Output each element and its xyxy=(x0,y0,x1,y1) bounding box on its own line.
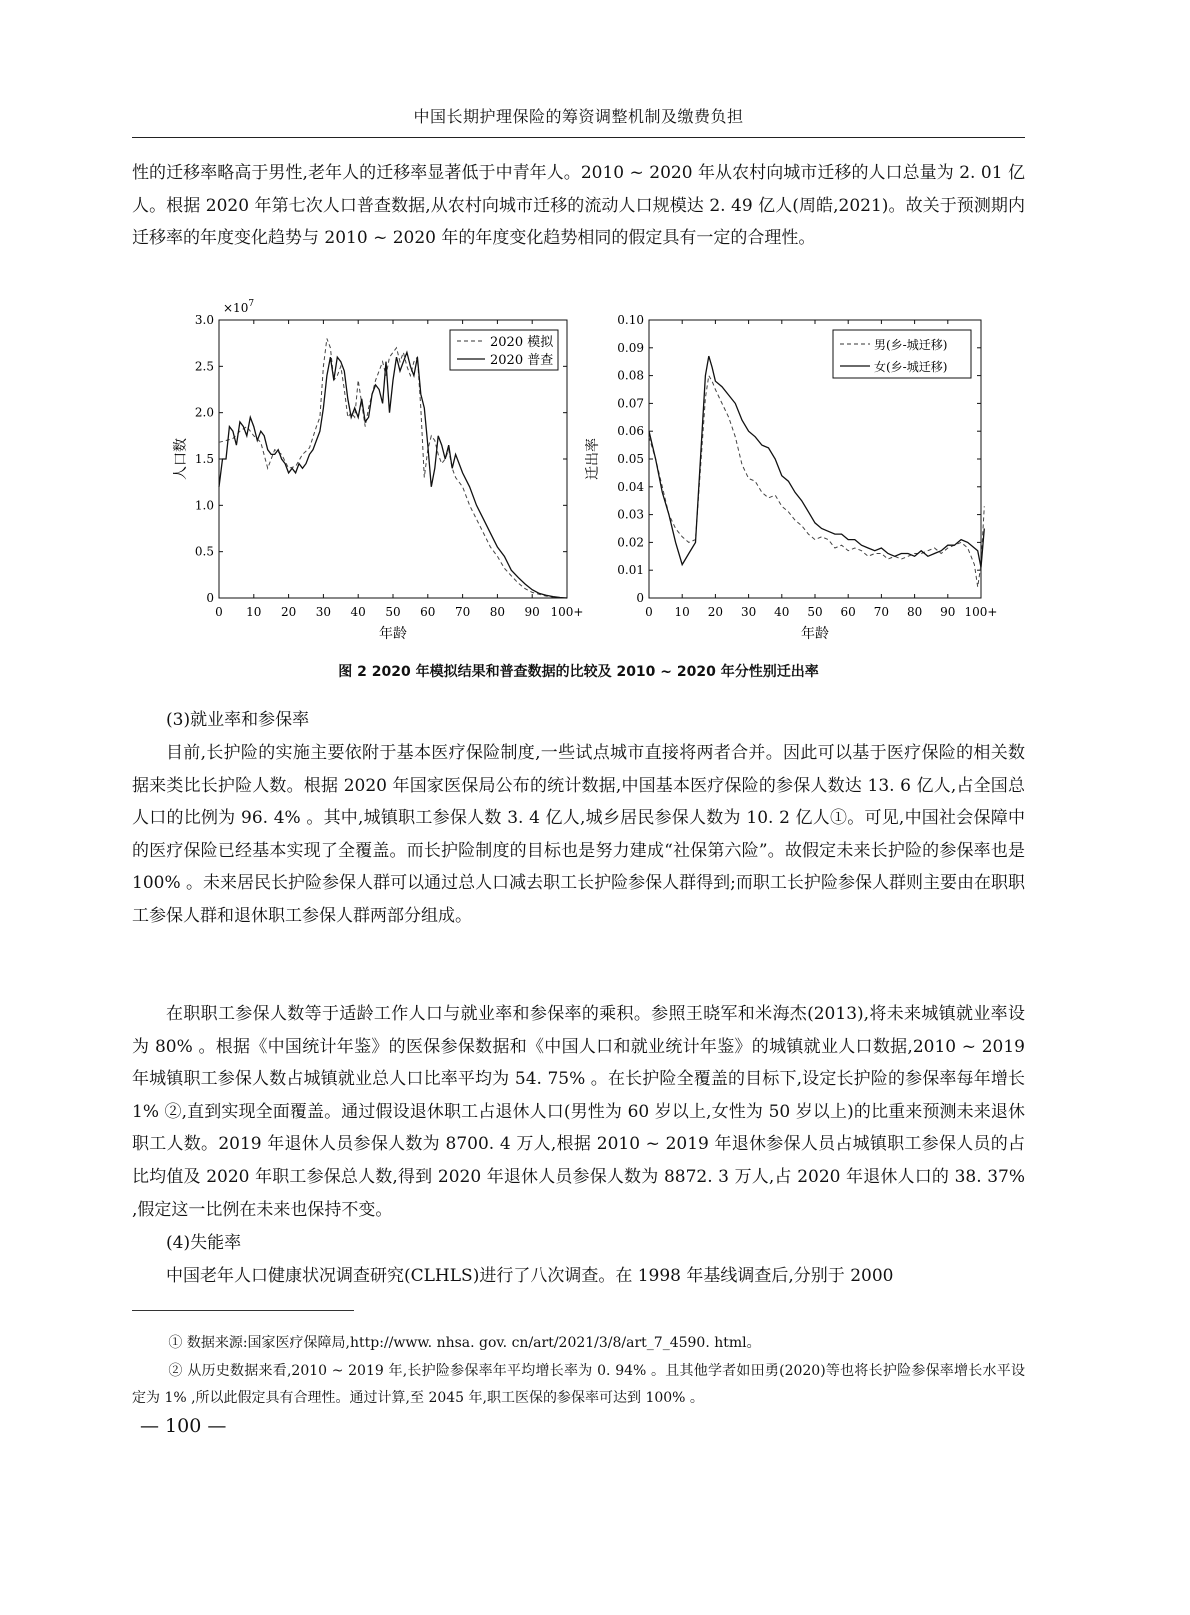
x-tick-label: 50 xyxy=(385,605,401,619)
series-line-1 xyxy=(219,352,567,598)
legend-label-census: 2020 普查 xyxy=(490,353,554,368)
x-tick-label: 60 xyxy=(420,605,436,619)
x-tick-label: 20 xyxy=(707,605,724,619)
x-tick-label: 70 xyxy=(454,605,471,619)
series-line-1 xyxy=(649,356,984,567)
x-axis-label: 年龄 xyxy=(801,626,829,642)
x-tick-label: 80 xyxy=(906,605,923,619)
chart-migration-rate xyxy=(585,288,1005,650)
y-multiplier: $\times 10^7$ xyxy=(223,299,255,315)
paragraph-migration: 性的迁移率略高于男性,老年人的迁移率显著低于中青年人。2010 ~ 2020 年从农村向城市迁移的人口总量为 2. 01 亿人。根据 2020 年第七次人口普查数据,从农村向城市迁移的流动人口规模达 2. 49 亿人(周皓,2021)。故关于预测期内迁移率的年度变化趋势与 2010 ~ 2020 年的年度变化趋势相同的假定具有一定的合理性。 xyxy=(132,163,1025,249)
x-tick-label: 40 xyxy=(350,605,366,619)
chart-population xyxy=(165,288,605,650)
y-tick-label: 1.5 xyxy=(194,452,214,466)
y-tick-label: 0.10 xyxy=(617,313,644,327)
x-tick-label: 30 xyxy=(740,605,757,619)
y-tick-label: 0 xyxy=(206,591,214,605)
running-head: 中国长期护理保险的筹资调整机制及缴费负担 xyxy=(413,107,744,126)
legend-label-sim: 2020 模拟 xyxy=(490,335,554,350)
y-tick-label: 3.0 xyxy=(194,313,214,327)
footnote-2: ② 从历史数据来看,2010 ~ 2019 年,长护险参保率年平均增长率为 0. 94% 。且其他学者如田勇(2020)等也将长护险参保率增长水平设定为 1% ,所以此假定具有合理性。通过计算,至 2045 年,职工医保的参保率可达到 100% 。 xyxy=(132,1363,1025,1406)
subheading-disability: (4)失能率 xyxy=(166,1233,242,1253)
y-tick-label: 0 xyxy=(636,591,644,605)
x-tick-label: 100+ xyxy=(964,605,998,619)
x-tick-label: 70 xyxy=(873,605,890,619)
y-tick-label: 0.06 xyxy=(617,424,644,439)
y-tick-label: 0.02 xyxy=(617,535,644,550)
y-tick-label: 0.07 xyxy=(617,396,644,411)
y-tick-label: 0.03 xyxy=(617,507,644,522)
y-axis-label: 人口数 xyxy=(173,438,189,480)
x-tick-label: 20 xyxy=(280,605,297,619)
footnote-rule xyxy=(132,1310,354,1311)
subheading-employment: (3)就业率和参保率 xyxy=(166,710,310,730)
y-tick-label: 2.0 xyxy=(194,405,214,420)
x-tick-label: 10 xyxy=(674,605,690,619)
header-rule xyxy=(132,137,1025,138)
y-tick-label: 0.5 xyxy=(194,544,214,559)
x-tick-label: 60 xyxy=(840,605,856,619)
x-tick-label: 0 xyxy=(645,605,653,619)
figure-caption: 图 2 2020 年模拟结果和普查数据的比较及 2010 ~ 2020 年分性别迁出率 xyxy=(338,664,819,680)
y-tick-label: 0.08 xyxy=(617,368,644,383)
y-tick-label: 0.01 xyxy=(617,563,644,578)
legend xyxy=(833,330,971,378)
x-tick-label: 0 xyxy=(215,605,223,619)
y-tick-label: 0.05 xyxy=(617,452,644,466)
y-axis-label: 迁出率 xyxy=(585,438,601,480)
y-tick-label: 1.0 xyxy=(194,498,214,513)
x-tick-label: 90 xyxy=(940,605,956,619)
paragraph-insurance: 目前,长护险的实施主要依附于基本医疗保险制度,一些试点城市直接将两者合并。因此可以基于医疗保险的相关数据来类比长护险人数。根据 2020 年国家医保局公布的统计数据,中国基本医疗保险的参保人数达 13. 6 亿人,占全国总人口的比例为 96. 4% 。其中,城镇职工参保人数 3. 4 亿人,城乡居民参保人数为 10. 2 亿人①。可见,中国社会保障中的医疗保险已经基本实现了全覆盖。而长护险制度的目标也是努力建成“社保第六险”。故假定未来长护险的参保率也是 100% 。未来居民长护险参保人群可以通过总人口减去职工长护险参保人群得到;而职工长护险参保人群则主要由在职职工参保人群和退休职工参保人群两部分组成。 xyxy=(132,743,1025,926)
y-tick-label: 2.5 xyxy=(194,359,214,374)
legend xyxy=(450,330,558,370)
footnote-1: ① 数据来源:国家医疗保障局,http://www. nhsa. gov. cn/art/2021/3/8/art_7_4590. html。 xyxy=(168,1335,761,1351)
y-tick-label: 0.04 xyxy=(617,479,644,494)
legend-label-male: 男(乡-城迁移) xyxy=(874,338,948,352)
x-axis-label: 年龄 xyxy=(379,626,407,642)
x-tick-label: 40 xyxy=(774,605,790,619)
x-tick-label: 10 xyxy=(246,605,262,619)
paragraph-employment: 在职职工参保人数等于适龄工作人口与就业率和参保率的乘积。参照王晓军和米海杰(2013),将未来城镇就业率设为 80% 。根据《中国统计年鉴》的医保参保数据和《中国人口和就业统计年鉴》的城镇就业人口数据,2010 ~ 2019 年城镇职工参保人数占城镇就业总人口比率平均为 54. 75% 。在长护险全覆盖的目标下,设定长护险的参保率每年增长 1% ②,直到实现全面覆盖。通过假设退休职工占退休人口(男性为 60 岁以上,女性为 50 岁以上)的比重来预测未来退休职工人数。2019 年退休人员参保人数为 8700. 4 万人,根据 2010 ~ 2019 年退休参保人员占城镇职工参保人员的占比均值及 2020 年职工参保总人数,得到 2020 年退休人员参保人数为 8872. 3 万人,占 2020 年退休人口的 38. 37% ,假定这一比例在未来也保持不变。 xyxy=(132,1004,1025,1220)
y-tick-label: 0.09 xyxy=(617,340,644,355)
x-tick-label: 50 xyxy=(807,605,823,619)
x-tick-label: 30 xyxy=(315,605,332,619)
paragraph-clhls: 中国老年人口健康状况调查研究(CLHLS)进行了八次调查。在 1998 年基线调查后,分别于 2000 xyxy=(166,1266,894,1286)
x-tick-label: 90 xyxy=(524,605,540,619)
legend-label-female: 女(乡-城迁移) xyxy=(874,360,948,374)
page-number: — 100 — xyxy=(140,1415,227,1437)
x-tick-label: 100+ xyxy=(550,605,584,619)
x-tick-label: 80 xyxy=(489,605,506,619)
